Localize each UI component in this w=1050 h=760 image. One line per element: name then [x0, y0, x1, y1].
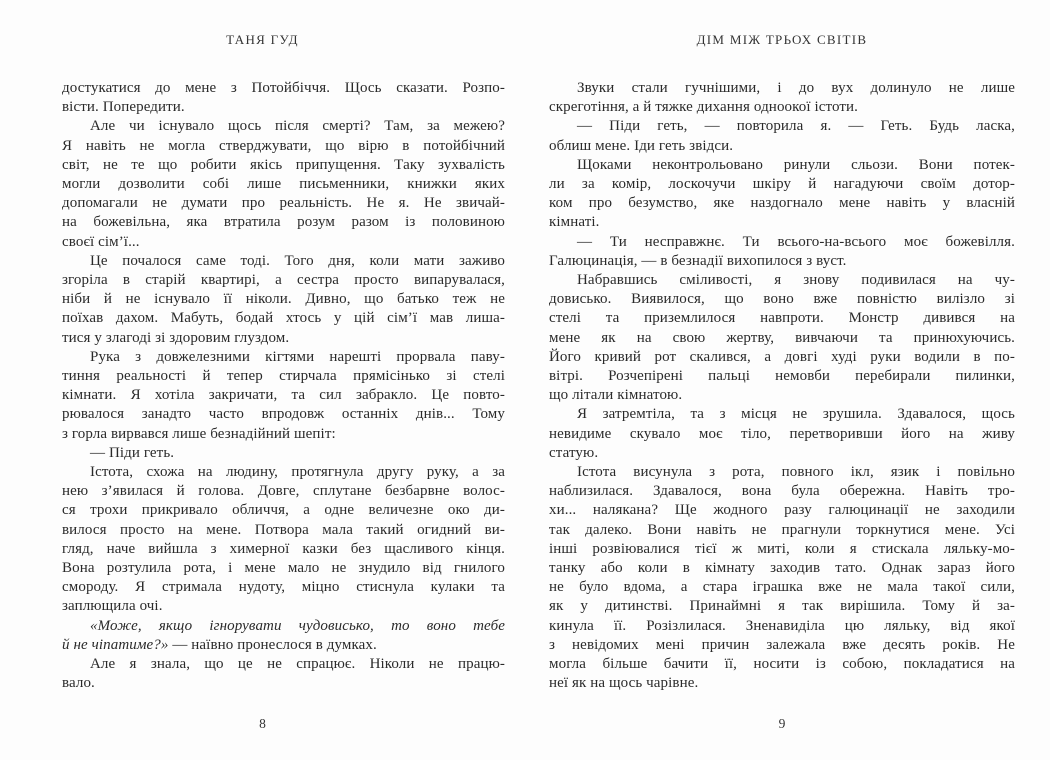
text-line: довисько. Виявилося, що воно вже повністю вилізло зі [549, 291, 1015, 308]
text-line: неї як на щось чарівне. [549, 675, 699, 692]
text-line: Вона розтулила рота, і мене мало не знудило від гнилого [62, 560, 505, 577]
text-line: з невідомих мені причин залежала вже десять років. Не [549, 636, 1015, 653]
text-line: рювалося занадто часто впродовж останніх днів... Тому [62, 406, 505, 423]
text-line: Але чи існувало щось після смерті? Там, за межею? [90, 118, 505, 135]
text-line: заплющила очі. [62, 598, 163, 615]
text-line: — Піди геть, — повторила я. — Геть. Будь ласка, [577, 118, 1015, 135]
text-line [62, 636, 505, 655]
text-line: Галюцинація, — в безнадії вихопилося з вуст. [549, 252, 847, 269]
text-line: нею з’явилася й голова. Довге, сплутане безбарвне волос- [62, 483, 505, 500]
text-line: облиш мене. Іди геть звідси. [549, 137, 734, 154]
text-line: допомагали не думати про реальність. Не я. Не звичай- [62, 195, 505, 212]
text-line: гляд, наче вийшла з химерної казки без щасливого кінця. [62, 540, 505, 557]
text-line: тиння реальності й тепер стирчала прямісінько зі стелі [62, 368, 505, 385]
text-line: стелі та приземлилося навпроти. Монстр дивився на [549, 310, 1015, 327]
text-line: згоріла в старій квартирі, а сестра просто випарувалася, [62, 272, 505, 289]
text-line: так далеко. Вони навіть не прагнули торкнутися мене. Усі [549, 521, 1015, 538]
text-line: вало. [62, 675, 95, 692]
text-line: тися у злагоді зі здоровим глуздом. [62, 329, 290, 346]
text-line: кинула її. Розізлилася. Зненавиділа цю ляльку, від якої [549, 617, 1015, 634]
text-line: Істота висунула з рота, повного ікл, язик і повільно [577, 464, 1015, 481]
text-line: на божевільна, яка втратила розум разом із половиною [62, 214, 505, 231]
text-line: інші розвіювалися тієї ж миті, коли я стискала ляльку-мо- [549, 540, 1015, 557]
text-line: своєї сім’ї... [62, 233, 140, 250]
text-line: кімнаті. [549, 214, 600, 231]
page-left [62, 0, 505, 760]
text-line: що літали кімнатою. [549, 387, 683, 404]
text-line [62, 617, 505, 636]
text-line: Звуки стали гучнішими, і до вух долинуло не лише [577, 80, 1015, 96]
text-line: скреготіння, а й тяжке дихання одноокої істоти. [549, 99, 858, 116]
page-number-right: 9 [778, 716, 786, 731]
text-line: вісти. Попередити. [62, 99, 185, 116]
text-line: не було вдома, а стара іграшка вже не мала такої сили, [549, 579, 1015, 596]
text-line: смороду. Я стримала нудоту, міцно стиснула кулаки та [62, 579, 505, 596]
text-line: з горла вирвався лише безнадійний шепіт: [62, 425, 336, 442]
regular-text: — наївно пронеслося в думках. [168, 636, 377, 653]
text-line: танку або коли в кімнату заходив тато. Однак зараз його [549, 560, 1015, 577]
text-line: кімнати. Я хотіла закричати, та сил забракло. Це повто- [62, 387, 505, 404]
text-line: ніби й не існувало її ніколи. Дивно, що батько теж не [62, 291, 505, 308]
text-line: — Піди геть. [90, 444, 175, 461]
text-line: ком про безумство, яке наздогнало мене навіть у власній [549, 195, 1015, 212]
text-line: могла більше бачити її, носити із собою, покладатися на [549, 656, 1015, 673]
italic-text: й не чіпатиме?» [62, 636, 169, 653]
text-line: як у дитинстві. Принаймні я так вирішила. Тому й за- [549, 598, 1015, 615]
text-line: Істота, схожа на людину, протягнула другу руку, а за [90, 464, 505, 481]
text-line: Але я знала, що це не спрацює. Ніколи не працю- [90, 656, 505, 673]
text-line: ли за комір, лоскочучи шкіру й нагадуючи своїм дотор- [549, 176, 1015, 193]
text-line: хи... налякана? Ще жодного разу галюцинації не заходили [549, 502, 1015, 519]
text-line: могли дозволити собі лише письменники, книжки яких [62, 176, 505, 193]
text-line: мене як на свою жертву, вивчаючи та принюхуючись. [549, 329, 1015, 346]
text-line: Рука з довжелезними кігтями нарешті прорвала паву- [90, 348, 505, 365]
text-line: — Ти несправжнє. Ти всього-на-всього моє божевілля. [577, 233, 1015, 250]
text-line: Це почалося саме тоді. Того дня, коли мати заживо [90, 252, 505, 269]
text-line: Щоками неконтрольовано ринули сльози. Вони потек- [577, 156, 1015, 173]
text-line: вилося просто на мене. Потвора мала такий огидний ви- [62, 521, 505, 538]
text-line: Набравшись сміливості, я знову подивилася на чу- [577, 272, 1015, 289]
italic-text: «Може, якщо ігнорувати чудовисько, то воно тебе [90, 617, 505, 634]
text-line: невидиме скувало моє тіло, перетворивши його на живу [549, 425, 1015, 442]
text-line: ся трохи прикривало обличчя, а одне величезне око ди- [62, 502, 505, 519]
page-number-left: 8 [259, 716, 266, 731]
text-line: Я затремтіла, та з місця не зрушила. Здавалося, щось [577, 406, 1015, 423]
running-header-title: ДІМ МІЖ ТРЬОХ СВІТІВ [696, 32, 868, 47]
text-line: поїхав дахом. Мабуть, бодай хтось у цій сім’ї мав лиша- [62, 310, 505, 327]
text-line: наблизилася. Здавалося, вона була обережна. Навіть тро- [549, 483, 1015, 500]
page-right-text-block [549, 79, 1015, 694]
text-line: Його кривий рот скалився, а довгі худі руки водили в по- [549, 348, 1015, 365]
running-header-author: ТАНЯ ГУД [226, 32, 299, 47]
text-line: Я навіть не могла стверджувати, що вірю в потойбічний [62, 137, 505, 154]
text-line: вітрі. Розчепірені пальці немовби перебирали пилинки, [549, 368, 1015, 385]
page-right [549, 0, 1015, 760]
text-line: достукатися до мене з Потойбіччя. Щось сказати. Розпо- [62, 80, 505, 96]
text-line: статую. [549, 444, 599, 461]
page-left-text-block [62, 79, 505, 694]
text-line: світ, не те що робити якісь припущення. Таку зухвалість [62, 156, 505, 173]
